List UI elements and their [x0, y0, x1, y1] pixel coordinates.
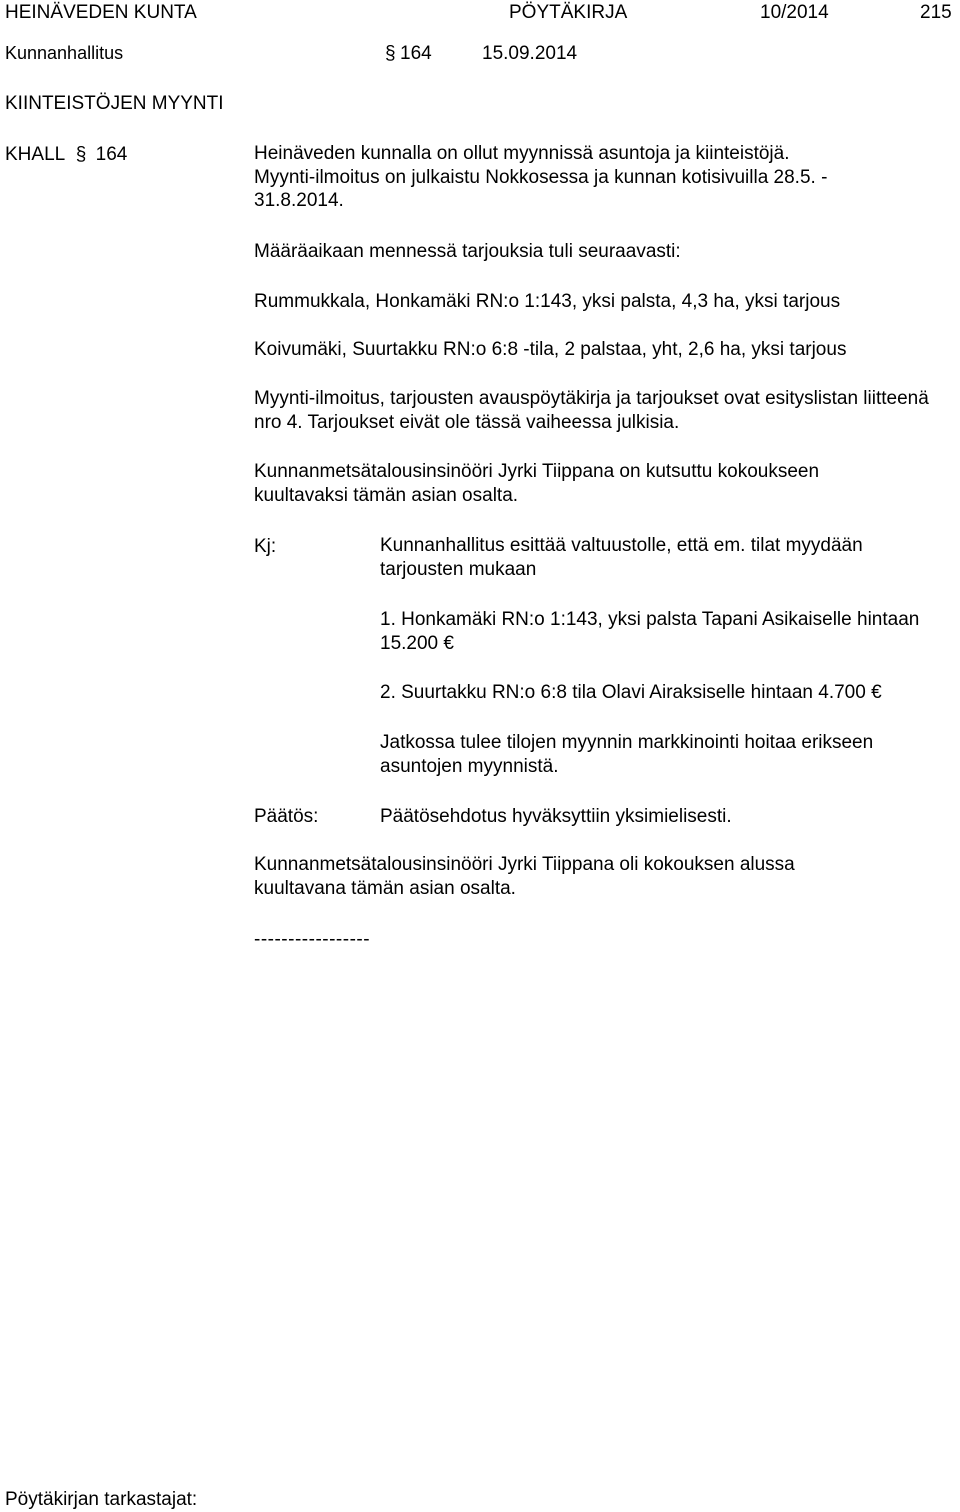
offers-intro: Määräaikaan mennessä tarjouksia tuli seuraavasti:	[254, 241, 681, 262]
case-ref-prefix: KHALL	[5, 144, 65, 165]
proposal-item-2-text: 2. Suurtakku RN:o 6:8 tila Olavi Airaksiselle hintaan 4.700	[380, 682, 866, 703]
proposal-followup: Jatkossa tulee tilojen myynnin markkinointi hoitaa erikseen asuntojen myynnistä.	[380, 732, 874, 777]
document-number: 10/2014	[760, 2, 829, 23]
body-name: Kunnanhallitus	[5, 43, 124, 63]
separator-line: -----------------	[254, 929, 371, 950]
decision-text: Päätösehdotus hyväksyttiin yksimielisesti.	[380, 806, 732, 827]
case-reference	[5, 143, 127, 166]
section-symbol: §	[385, 43, 396, 64]
intro-paragraph: Heinäveden kunnalla on ollut myynnissä asuntoja ja kiinteistöjä. Myynti-ilmoitus on julkaistu Nokkosessa ja kunnan kotisivuilla 28.5. - 31.8.2014.	[254, 143, 828, 211]
euro-sign: €	[443, 632, 454, 654]
offer-2: Koivumäki, Suurtakku RN:o 6:8 -tila, 2 palstaa, yht, 2,6 ha, yksi tarjous	[254, 339, 847, 360]
euro-sign: €	[871, 682, 882, 703]
heard-paragraph: Kunnanmetsätalousinsinööri Jyrki Tiippana oli kokouksen alussa kuultavana tämän asian osalta.	[254, 854, 795, 899]
proposal-item-1-text: 1. Honkamäki RN:o 1:143, yksi palsta Tapani Asikaiselle hintaan 15.200	[380, 609, 920, 654]
attachments-paragraph: Myynti-ilmoitus, tarjousten avauspöytäkirja ja tarjoukset ovat esityslistan liitteenä nro 4. Tarjoukset eivät ole tässä vaiheessa julkisia.	[254, 388, 929, 433]
offer-1: Rummukkala, Honkamäki RN:o 1:143, yksi palsta, 4,3 ha, yksi tarjous	[254, 291, 841, 312]
proposal-label: Kj:	[254, 536, 277, 557]
decision-label: Päätös:	[254, 806, 319, 827]
proposal-item-1	[380, 608, 940, 655]
section-number: 164	[400, 43, 432, 64]
page-number: 215	[920, 2, 952, 23]
meeting-date: 15.09.2014	[482, 43, 578, 64]
proposal-text: Kunnanhallitus esittää valtuustolle, että em. tilat myydään tarjousten mukaan	[380, 535, 863, 580]
document-type: PÖYTÄKIRJA	[509, 2, 628, 23]
case-ref-symbol: §	[75, 144, 87, 165]
page-title: KIINTEISTÖJEN MYYNTI	[5, 93, 224, 114]
proposal-item-2	[380, 681, 940, 705]
reviewers-label: Pöytäkirjan tarkastajat:	[5, 1489, 198, 1510]
municipality-name: HEINÄVEDEN KUNTA	[5, 2, 197, 23]
invited-paragraph: Kunnanmetsätalousinsinööri Jyrki Tiippana on kutsuttu kokoukseen kuultavaksi tämän asian osalta.	[254, 461, 820, 506]
case-ref-number: 164	[95, 144, 128, 165]
